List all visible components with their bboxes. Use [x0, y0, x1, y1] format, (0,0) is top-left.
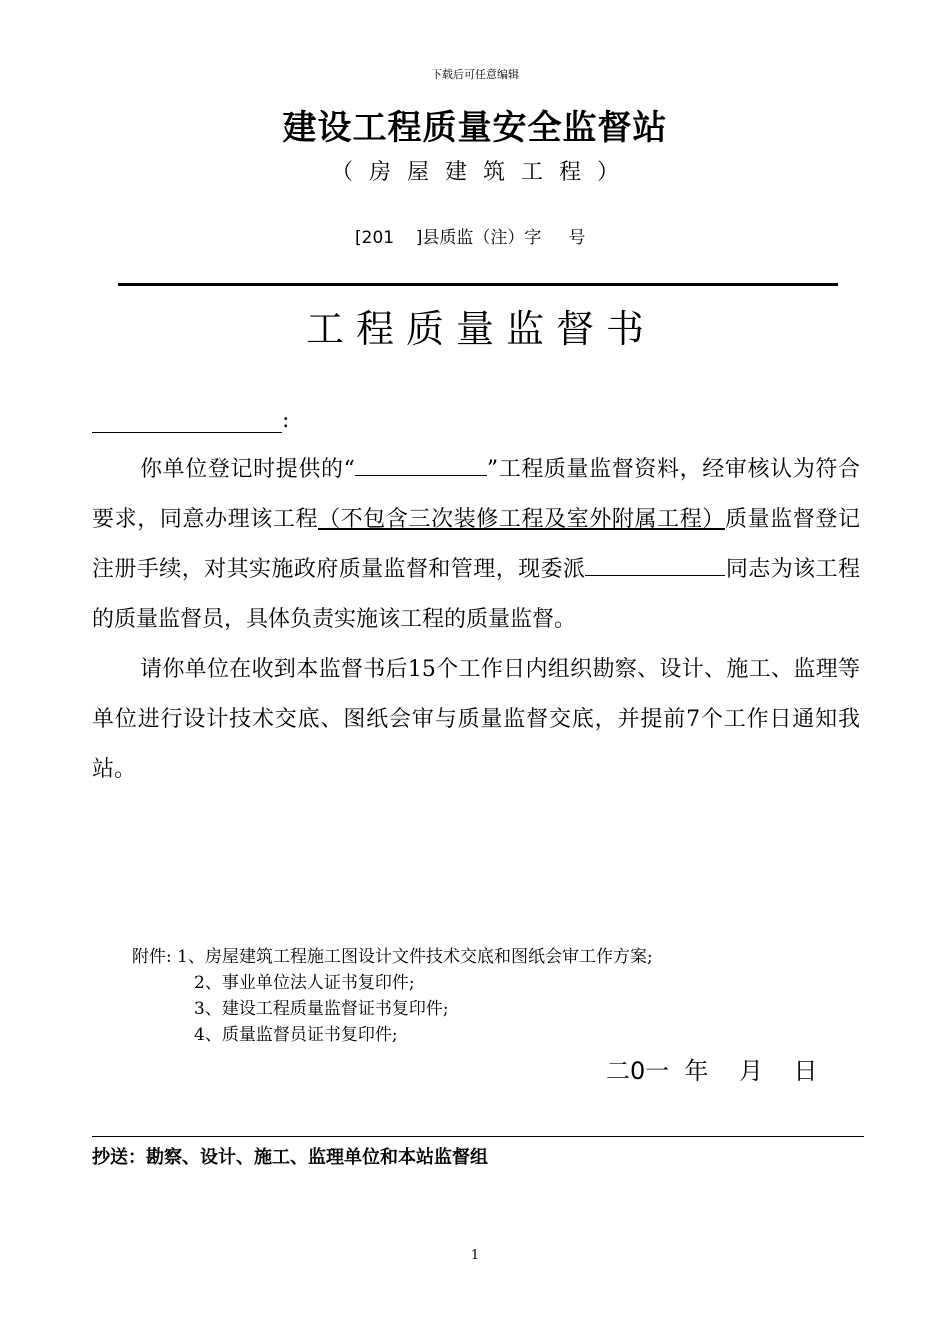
footer-divider — [92, 1136, 864, 1137]
subtitle-char: （ — [330, 160, 353, 185]
p1-part-d: 同志为该工程的质量监督员，具体负责实施该工程的质量监督。 — [92, 557, 860, 632]
scope-exclusion: （不包含三次装修工程及室外附属工程） — [318, 507, 725, 532]
document-number: [201 ]县质监（注）字 号 — [355, 228, 586, 248]
title-char: 程 — [355, 307, 394, 351]
header-divider — [118, 283, 838, 286]
cc-line: 抄送：勘察、设计、施工、监理单位和本站监督组 — [92, 1147, 488, 1168]
subtitle-char: 屋 — [406, 160, 429, 185]
title-char: 量 — [455, 307, 494, 351]
title-char: 工 — [305, 307, 344, 351]
recipient-blank[interactable] — [92, 408, 282, 433]
attachment-row — [132, 944, 653, 970]
p1-part-b: ”工程质量监督资料，经审核认为符合要求，同意办理该工程 — [92, 457, 860, 532]
materials-blank[interactable] — [355, 449, 487, 476]
p1-part-c: 质量监督登记注册手续，对其实施政府质量监督和管理，现委派 — [92, 507, 860, 582]
recipient-colon: : — [282, 408, 290, 433]
subtitle — [0, 155, 950, 186]
title-char: 书 — [605, 307, 644, 351]
subtitle-char: 程 — [558, 160, 581, 185]
title-char: 督 — [555, 307, 594, 351]
subtitle-char: 房 — [368, 160, 391, 185]
subtitle-char: ） — [596, 160, 619, 185]
subtitle-char: 筑 — [482, 160, 505, 185]
paragraph-1 — [92, 445, 860, 645]
subtitle-char: 建 — [444, 160, 467, 185]
body-text — [92, 445, 860, 795]
paragraph-2: 请你单位在收到本监督书后15个工作日内组织勘察、设计、施工、监理等单位进行设计技术交底、图纸会审与质量监督交底，并提前7个工作日通知我站。 — [92, 657, 860, 782]
top-note: 下载后可任意编辑 — [431, 68, 519, 81]
document-title — [0, 298, 950, 353]
attachment-item: 3、建设工程质量监督证书复印件; — [194, 999, 449, 1019]
attachment-item: 4、质量监督员证书复印件; — [194, 1025, 398, 1045]
title-char: 质 — [405, 307, 444, 351]
attachment-item: 2、事业单位法人证书复印件; — [194, 973, 415, 993]
attachments — [132, 944, 653, 1048]
page-number: 1 — [470, 1248, 480, 1263]
title-char: 监 — [505, 307, 544, 351]
issue-date: 二0一 年 月 日 — [606, 1057, 818, 1085]
organization-title: 建设工程质量安全监督站 — [282, 108, 668, 148]
recipient-line — [92, 408, 289, 433]
attachment-item: 1、房屋建筑工程施工图设计文件技术交底和图纸会审工作方案; — [177, 947, 653, 967]
attachments-label: 附件: — [132, 947, 178, 967]
inspector-blank[interactable] — [585, 549, 725, 576]
p1-part-a: 你单位登记时提供的“ — [140, 457, 355, 482]
subtitle-char: 工 — [520, 160, 543, 185]
